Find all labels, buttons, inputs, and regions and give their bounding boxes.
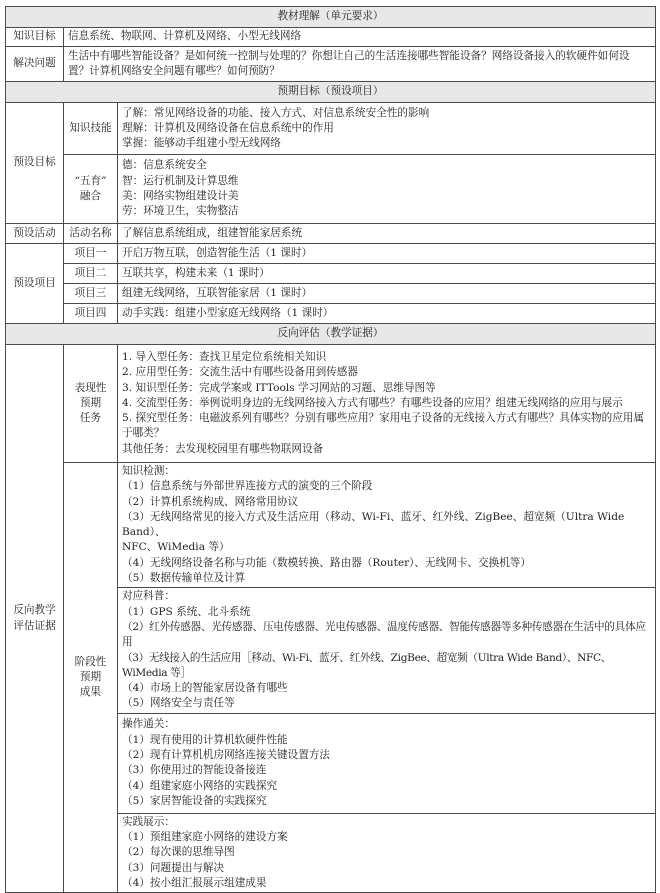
performance-task-label xyxy=(64,345,118,463)
stage-label-line: 阶段性 xyxy=(74,655,107,668)
project-label: 项目三 xyxy=(64,284,118,304)
project-text: 互联共享，构建未来（1 课时） xyxy=(118,264,656,284)
skills-line: 了解：常见网络设备的功能、接入方式、对信息系统安全性的影响 xyxy=(122,106,430,119)
science-text xyxy=(118,588,656,713)
project-text: 开启万物互联，创造智能生活（1 课时） xyxy=(118,244,656,264)
practice-line: 实践展示： xyxy=(122,815,175,828)
practice-line: （1）预组建家庭小网络的建设方案 xyxy=(122,831,288,844)
wuyu-line: 智：运行机制及计算思维 xyxy=(122,174,239,187)
skills-label: 知识技能 xyxy=(64,103,118,155)
perf-label-line: 任务 xyxy=(79,412,102,425)
operation-line: （3）你使用过的智能设备接连 xyxy=(122,764,267,777)
check-line: （1）信息系统与外部世界连接方式的演变的三个阶段 xyxy=(122,480,373,493)
operation-line: （2）现有计算机机房网络连接关键设置方法 xyxy=(122,748,331,761)
check-line: （5）数据传输单位及计算 xyxy=(122,572,246,585)
science-line: （4）市场上的智能家居设备有哪些 xyxy=(122,682,288,695)
problem-line: 置？计算机网络安全问题有哪些？如何预防？ xyxy=(68,65,280,77)
wuyu-label-line: 融合 xyxy=(79,190,102,202)
practice-line: （3）问题提出与解决 xyxy=(122,861,225,874)
wuyu-line: 德：信息系统安全 xyxy=(122,159,207,172)
project-text: 动手实践：组建小型家庭无线网络（1 课时） xyxy=(118,304,656,324)
project-text: 组建无线网络，互联智能家居（1 课时） xyxy=(118,284,656,304)
stage-label-line: 预期 xyxy=(79,670,102,683)
science-line: （5）网络安全与责任等 xyxy=(122,697,235,710)
task-line: 2. 应用型任务：交流生活中有哪些设备用到传感器 xyxy=(122,366,358,379)
knowledge-goal-label: 知识目标 xyxy=(6,28,64,47)
solve-problem-text xyxy=(64,47,656,82)
task-line: 4. 交流型任务：举例说明身边的无线网络接入方式有哪些？有哪些设备的应用？组建无线网络的应用与展示 xyxy=(122,396,623,409)
skills-line: 理解：计算机及网络设备在信息系统中的作用 xyxy=(122,121,334,134)
project-label: 项目一 xyxy=(64,244,118,264)
practice-text xyxy=(118,813,656,892)
science-line: 对应科普： xyxy=(122,590,175,603)
skills-text xyxy=(118,103,656,155)
task-line: 于哪类？ xyxy=(122,427,165,440)
wuyu-text xyxy=(118,155,656,224)
task-line: 1. 导入型任务：查找卫星定位系统相关知识 xyxy=(122,350,327,363)
check-line: （4）无线网络设备名称与功能（数模转换、路由器（Router）、无线网卡、交换机等） xyxy=(122,556,531,569)
activity-name-label: 活动名称 xyxy=(64,224,118,244)
wuyu-line: 美：网络实物组建设计美 xyxy=(122,190,239,202)
check-line: （3）无线网络常见的接入方式及生活应用（移动、Wi-Fi、蓝牙、红外线、ZigBee、超宽频（Ultra Wide Band）、 xyxy=(122,510,625,539)
knowledge-goal-text: 信息系统、物联网、计算机及网络、小型无线网络 xyxy=(64,28,656,47)
wuyu-label xyxy=(64,155,118,224)
science-line: （3）无线接入的生活应用［移动、Wi-Fi、蓝牙、红外线、ZigBee、超宽频（Ultra Wide Band）、NFC、WiMedia 等］ xyxy=(122,651,612,679)
check-line: NFC、WiMedia 等） xyxy=(122,541,230,554)
practice-line: （2）每次课的思维导图 xyxy=(122,846,235,859)
unit-design-table xyxy=(5,6,656,893)
preset-goal-label: 预设目标 xyxy=(6,103,64,224)
stage-label-line: 成果 xyxy=(79,686,102,699)
project-label: 项目四 xyxy=(64,304,118,324)
task-line: 其他任务：去发现校园里有哪些物联网设备 xyxy=(122,442,324,455)
science-line: （2）红外传感器、光传感器、压电传感器、光电传感器、温度传感器、智能传感器等多种传感器在生活中的具体应用 xyxy=(122,620,646,649)
section-title-textbook: 教材理解（单元要求） xyxy=(6,7,656,28)
check-line: 知识检测： xyxy=(122,465,175,477)
section-title-evaluation: 反向评估（教学证据） xyxy=(6,324,656,345)
evidence-label-line: 评估证据 xyxy=(13,619,56,632)
check-line: （2）计算机系统构成、网络常用协议 xyxy=(122,495,299,508)
knowledge-check-text xyxy=(118,463,656,588)
solve-problem-label: 解决问题 xyxy=(6,47,64,82)
operation-text xyxy=(118,713,656,813)
operation-line: （4）组建家庭小网络的实践探究 xyxy=(122,779,278,792)
task-line: 3. 知识型任务：完成学案或 ITTools 学习网站的习题、思维导图等 xyxy=(122,381,436,394)
operation-line: （1）现有使用的计算机软硬件性能 xyxy=(122,733,288,746)
perf-label-line: 表现性 xyxy=(74,381,107,394)
wuyu-line: 劳：环境卫生，实物整洁 xyxy=(122,205,239,218)
evidence-label xyxy=(6,345,64,893)
project-label: 项目二 xyxy=(64,264,118,284)
operation-line: 操作通关： xyxy=(122,718,175,731)
performance-task-text xyxy=(118,345,656,463)
preset-activity-label: 预设活动 xyxy=(6,224,64,244)
practice-line: （4）按小组汇报展示组建成果 xyxy=(122,876,267,889)
skills-line: 掌握：能够动手组建小型无线网络 xyxy=(122,137,281,150)
problem-line: 生活中有哪些智能设备？是如何统一控制与处理的？你想让自己的生活连接哪些智能设备？网络设备接入的软硬件如何设 xyxy=(68,49,630,62)
perf-label-line: 预期 xyxy=(79,396,102,409)
operation-line: （5）家居智能设备的实践探究 xyxy=(122,794,267,807)
wuyu-label-line: “五育” xyxy=(74,174,107,187)
preset-project-label: 预设项目 xyxy=(6,244,64,324)
stage-result-label xyxy=(64,463,118,893)
evidence-label-line: 反向教学 xyxy=(13,604,56,617)
section-title-goals: 预期目标（预设项目） xyxy=(6,82,656,103)
science-line: （1）GPS 系统、北斗系统 xyxy=(122,605,251,618)
task-line: 5. 探究型任务：电磁波系列有哪些？分别有哪些应用？家用电子设备的无线接入方式有哪些？具体实物的应用属 xyxy=(122,412,644,425)
activity-name-text: 了解信息系统组成，组建智能家居系统 xyxy=(118,224,656,244)
